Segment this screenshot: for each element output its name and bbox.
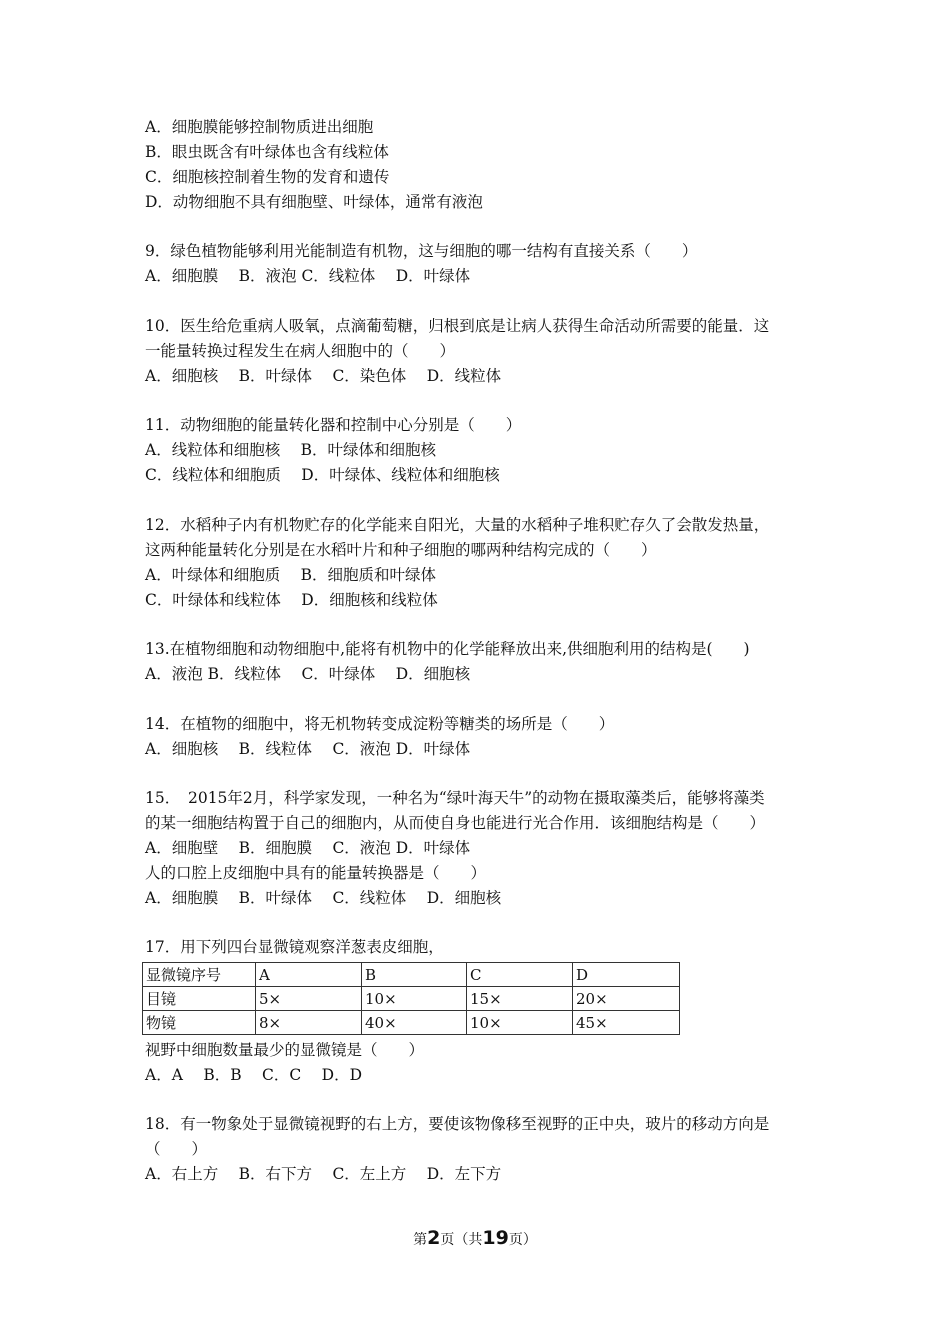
current-page-number: 2 xyxy=(427,1227,441,1249)
table-row xyxy=(143,987,680,1011)
table-cell: 8× xyxy=(256,1011,362,1035)
total-pages-number: 19 xyxy=(482,1227,509,1249)
question-18-stem: 18．有一物象处于显微镜视野的右上方，要使该物像移至视野的正中央，玻片的移动方向是 xyxy=(145,1115,770,1133)
microscope-table xyxy=(142,962,680,1035)
question-11-options: A．线粒体和细胞核 B．叶绿体和细胞核 xyxy=(145,441,437,459)
table-cell: 40× xyxy=(362,1011,467,1035)
table-cell: 20× xyxy=(573,987,680,1011)
question-13-options: A．液泡 B．线粒体 C．叶绿体 D．细胞核 xyxy=(145,665,471,683)
question-15-stem: 15． 2015年2月，科学家发现，一种名为“绿叶海天牛”的动物在摄取藻类后，能够将藻类 xyxy=(145,789,765,807)
question-10-stem: 10．医生给危重病人吸氧，点滴葡萄糖，归根到底是让病人获得生命活动所需要的能量．这 xyxy=(145,317,770,335)
table-cell: 15× xyxy=(467,987,573,1011)
table-cell: D xyxy=(573,963,680,987)
question-11-stem: 11．动物细胞的能量转化器和控制中心分别是（ ） xyxy=(145,416,522,434)
question-16-stem: 人的口腔上皮细胞中具有的能量转换器是（ ） xyxy=(145,864,487,882)
question-9-options: A．细胞膜 B．液泡 C．线粒体 D．叶绿体 xyxy=(145,267,471,285)
question-15-stem: 的某一细胞结构置于自己的细胞内，从而使自身也能进行光合作用．该细胞结构是（ ） xyxy=(145,814,766,832)
question-10-options: A．细胞核 B．叶绿体 C．染色体 D．线粒体 xyxy=(145,367,502,385)
page-footer xyxy=(0,1227,950,1251)
question-17-question: 视野中细胞数量最少的显微镜是（ ） xyxy=(145,1041,425,1059)
table-cell: 显微镜序号 xyxy=(143,963,256,987)
question-15-options: A．细胞壁 B．细胞膜 C．液泡 D．叶绿体 xyxy=(145,839,471,857)
footer-prefix: 第 xyxy=(413,1232,428,1248)
table-cell: 目镜 xyxy=(143,987,256,1011)
table-cell: 10× xyxy=(467,1011,573,1035)
table-cell: A xyxy=(256,963,362,987)
question-11-options: C．线粒体和细胞质 D．叶绿体、线粒体和细胞核 xyxy=(145,466,500,484)
table-cell: 5× xyxy=(256,987,362,1011)
question-18-stem: （ ） xyxy=(145,1140,208,1158)
footer-middle: 页（共 xyxy=(440,1232,483,1248)
question-12-options: C．叶绿体和线粒体 D．细胞核和线粒体 xyxy=(145,591,438,609)
question-12-stem: 12．水稻种子内有机物贮存的化学能来自阳光，大量的水稻种子堆积贮存久了会散发热量， xyxy=(145,516,770,534)
option-line: D．动物细胞不具有细胞壁、叶绿体，通常有液泡 xyxy=(145,193,483,211)
option-line: C．细胞核控制着生物的发育和遗传 xyxy=(145,168,390,186)
option-line: B．眼虫既含有叶绿体也含有线粒体 xyxy=(145,143,389,161)
option-line: A．细胞膜能够控制物质进出细胞 xyxy=(145,118,374,136)
question-13-stem: 13.在植物细胞和动物细胞中,能将有机物中的化学能释放出来,供细胞利用的结构是( ) xyxy=(145,640,750,658)
question-16-options: A．细胞膜 B．叶绿体 C．线粒体 D．细胞核 xyxy=(145,889,502,907)
question-12-options: A．叶绿体和细胞质 B．细胞质和叶绿体 xyxy=(145,566,437,584)
table-row xyxy=(143,963,680,987)
table-row xyxy=(143,1011,680,1035)
table-cell: B xyxy=(362,963,467,987)
question-17-stem: 17．用下列四台显微镜观察洋葱表皮细胞， xyxy=(145,938,444,956)
table-cell: 10× xyxy=(362,987,467,1011)
question-9-stem: 9．绿色植物能够利用光能制造有机物，这与细胞的哪一结构有直接关系（ ） xyxy=(145,242,698,260)
question-17-options: A．A B．B C．C D．D xyxy=(145,1066,363,1084)
footer-suffix: 页） xyxy=(508,1232,537,1248)
table-cell: 45× xyxy=(573,1011,680,1035)
question-14-options: A．细胞核 B．线粒体 C．液泡 D．叶绿体 xyxy=(145,740,471,758)
question-18-options: A．右上方 B．右下方 C．左上方 D．左下方 xyxy=(145,1165,502,1183)
table-cell: C xyxy=(467,963,573,987)
question-14-stem: 14．在植物的细胞中，将无机物转变成淀粉等糖类的场所是（ ） xyxy=(145,715,615,733)
question-10-stem: 一能量转换过程发生在病人细胞中的（ ） xyxy=(145,342,456,360)
question-12-stem: 这两种能量转化分别是在水稻叶片和种子细胞的哪两种结构完成的（ ） xyxy=(145,541,657,559)
table-cell: 物镜 xyxy=(143,1011,256,1035)
